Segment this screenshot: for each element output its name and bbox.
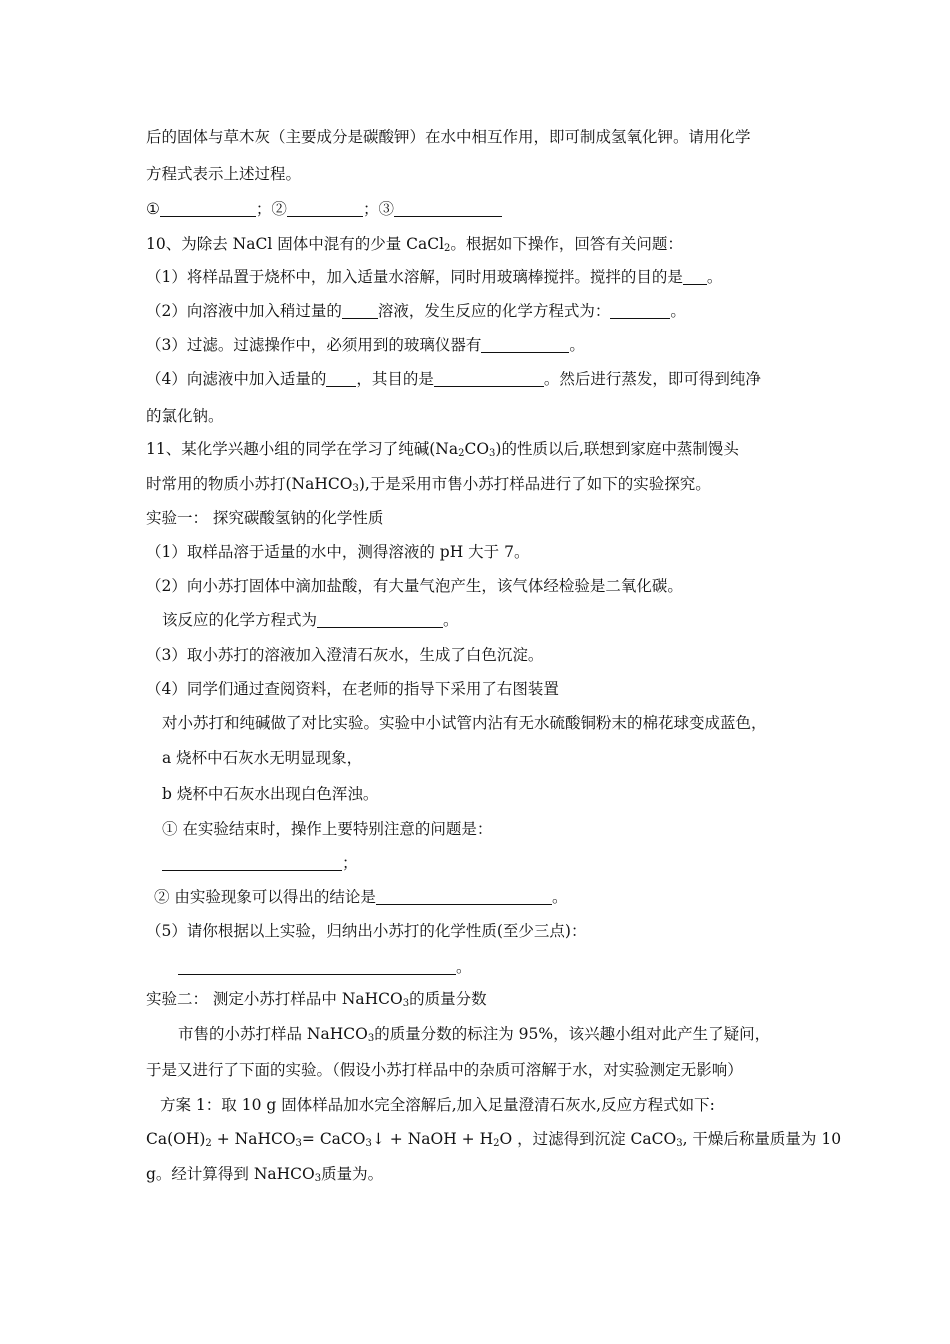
subscript: 3 bbox=[676, 1138, 683, 1149]
text: Ca(OH) bbox=[146, 1130, 206, 1148]
answer-blank-2[interactable] bbox=[287, 200, 363, 217]
exp1-step-2 bbox=[146, 575, 890, 597]
exp1-step-5-answer bbox=[178, 956, 890, 978]
text: 方案 1：取 10 g 固体样品加水完全溶解后,加入足量澄清石灰水,反应方程式如下: bbox=[160, 1096, 715, 1114]
text: （4）向滤液中加入适量的 bbox=[146, 370, 327, 388]
text: 。 bbox=[456, 958, 472, 976]
text: 。根据如下操作，回答有关问题： bbox=[450, 235, 683, 253]
text: ↓ + NaOH + H bbox=[371, 1130, 494, 1148]
text: = CaCO bbox=[301, 1130, 366, 1148]
answer-blank[interactable] bbox=[162, 854, 342, 871]
exp1-step-2-equation bbox=[162, 609, 890, 631]
text: 市售的小苏打样品 NaHCO bbox=[178, 1025, 368, 1043]
exp1-question-2 bbox=[154, 886, 890, 908]
text: ，其目的是 bbox=[356, 370, 434, 388]
text: 。然后进行蒸发，即可得到纯净 bbox=[543, 370, 761, 388]
text: O ，过滤得到沉淀 CaCO bbox=[499, 1130, 677, 1148]
exp2-para-2 bbox=[146, 1059, 890, 1081]
text: 的氯化钠。 bbox=[146, 407, 224, 425]
text: ； bbox=[342, 854, 358, 872]
text: 。 bbox=[670, 302, 686, 320]
q10-intro bbox=[146, 233, 890, 255]
text: 实验二： 测定小苏打样品中 NaHCO bbox=[146, 990, 403, 1008]
text: 溶液，发生反应的化学方程式为： bbox=[377, 302, 611, 320]
subscript: 3 bbox=[314, 1173, 322, 1184]
exp1-step-3 bbox=[146, 644, 890, 666]
circled-number: ② bbox=[271, 200, 287, 218]
text: CO bbox=[464, 440, 490, 458]
text: （3）过滤。过滤操作中，必须用到的玻璃仪器有 bbox=[146, 336, 482, 354]
separator: ； bbox=[362, 200, 379, 218]
text: 实验一： 探究碳酸氢钠的化学性质 bbox=[146, 509, 384, 527]
answer-blank-1[interactable] bbox=[160, 200, 256, 217]
circled-number: ③ bbox=[378, 200, 394, 218]
text: ① 在实验结束时，操作上要特别注意的问题是： bbox=[162, 820, 493, 838]
text: （5）请你根据以上实验，归纳出小苏打的化学性质(至少三点)： bbox=[146, 922, 587, 940]
text: 对小苏打和纯碱做了对比实验。实验中小试管内沾有无水硫酸铜粉末的棉花球变成蓝色， bbox=[162, 714, 767, 732]
text: （2）向小苏打固体中滴加盐酸，有大量气泡产生，该气体经检验是二氧化碳。 bbox=[146, 577, 683, 595]
text: + NaHCO bbox=[211, 1130, 296, 1148]
answer-blank[interactable] bbox=[317, 611, 443, 628]
answer-blank[interactable] bbox=[326, 370, 356, 387]
exp2-equation bbox=[146, 1128, 890, 1150]
text: , 干燥后称量质量为 10 bbox=[682, 1130, 842, 1148]
experiment-2-title bbox=[146, 988, 890, 1010]
circled-number: ① bbox=[146, 200, 160, 218]
text: 11、某化学兴趣小组的同学在学习了纯碱(Na bbox=[146, 440, 459, 458]
text: b 烧杯中石灰水出现白色浑浊。 bbox=[162, 785, 379, 803]
text: ),于是采用市售小苏打样品进行了如下的实验探究。 bbox=[358, 475, 711, 493]
q11-intro-2 bbox=[146, 473, 890, 495]
text: 该反应的化学方程式为 bbox=[162, 611, 318, 629]
text: （1）将样品置于烧杯中，加入适量水溶解，同时用玻璃棒搅拌。搅拌的目的是 bbox=[146, 268, 683, 286]
exp1-step-5 bbox=[146, 920, 890, 942]
q11-intro-1 bbox=[146, 438, 890, 460]
separator: ； bbox=[255, 200, 272, 218]
text: 。 bbox=[706, 268, 723, 286]
answer-blank[interactable] bbox=[481, 336, 569, 353]
text: 时常用的物质小苏打(NaHCO bbox=[146, 475, 353, 493]
subscript: 2 bbox=[444, 243, 451, 254]
subscript: 2 bbox=[493, 1138, 500, 1149]
exp2-plan-1 bbox=[160, 1094, 890, 1116]
exp1-step-4-a bbox=[162, 747, 890, 769]
exp1-question-1 bbox=[162, 818, 890, 840]
text: （1）取样品溶于适量的水中，测得溶液的 pH 大于 7。 bbox=[146, 543, 530, 561]
text: a 烧杯中石灰水无明显现象， bbox=[162, 749, 363, 767]
subscript: 3 bbox=[352, 483, 359, 494]
text: 的质量分数的标注为 95%，该兴趣小组对此产生了疑问， bbox=[374, 1025, 771, 1043]
experiment-1-title bbox=[146, 507, 890, 529]
exp1-step-4-cont bbox=[162, 712, 930, 734]
text: （3）取小苏打的溶液加入澄清石灰水，生成了白色沉淀。 bbox=[146, 646, 544, 664]
exp1-step-4-b bbox=[162, 783, 890, 805]
answer-blank[interactable] bbox=[342, 302, 378, 319]
answer-blank[interactable] bbox=[376, 888, 552, 905]
text: 10、为除去 NaCl 固体中混有的少量 CaCl bbox=[146, 235, 445, 253]
text: （4）同学们通过查阅资料，在老师的指导下采用了右图装置 bbox=[146, 680, 559, 698]
q9-line-2 bbox=[146, 163, 890, 185]
text: 方程式表示上述过程。 bbox=[146, 165, 302, 183]
exp2-para-1 bbox=[178, 1023, 890, 1045]
text: )的性质以后,联想到家庭中蒸制馒头 bbox=[495, 440, 739, 458]
q10-part-3 bbox=[146, 334, 890, 356]
text: 质量为。 bbox=[321, 1165, 384, 1183]
answer-blank-3[interactable] bbox=[394, 200, 502, 217]
subscript: 3 bbox=[402, 998, 410, 1009]
q9-answer-blanks bbox=[146, 198, 890, 220]
text: 。 bbox=[443, 611, 459, 629]
exp1-step-4 bbox=[146, 678, 890, 700]
subscript: 3 bbox=[489, 448, 496, 459]
subscript: 3 bbox=[365, 1138, 372, 1149]
exp1-step-1 bbox=[146, 541, 890, 563]
subscript: 3 bbox=[295, 1138, 302, 1149]
answer-blank[interactable] bbox=[683, 268, 707, 285]
text: 。 bbox=[551, 888, 568, 906]
subscript: 2 bbox=[205, 1138, 212, 1149]
subscript: 2 bbox=[458, 448, 465, 459]
answer-blank[interactable] bbox=[610, 302, 670, 319]
answer-blank[interactable] bbox=[178, 958, 456, 975]
text: 。 bbox=[569, 336, 585, 354]
exp2-result bbox=[146, 1163, 890, 1185]
answer-blank[interactable] bbox=[434, 370, 544, 387]
q10-part-2 bbox=[146, 300, 890, 322]
text: 于是又进行了下面的实验。（假设小苏打样品中的杂质可溶解于水，对实验测定无影响） bbox=[146, 1061, 743, 1079]
text: ② 由实验现象可以得出的结论是 bbox=[154, 888, 376, 906]
text: 的质量分数 bbox=[409, 990, 487, 1008]
subscript: 3 bbox=[367, 1033, 375, 1044]
q10-part-4 bbox=[146, 368, 890, 390]
text: 后的固体与草木灰（主要成分是碳酸钾）在水中相互作用，即可制成氢氧化钾。请用化学 bbox=[146, 128, 751, 146]
text: （2）向溶液中加入稍过量的 bbox=[146, 302, 342, 320]
exp1-question-1-answer bbox=[162, 852, 890, 874]
text: g。经计算得到 NaHCO bbox=[146, 1165, 315, 1183]
q10-part-1 bbox=[146, 266, 890, 288]
q10-part-4-cont bbox=[146, 405, 890, 427]
q9-line-1 bbox=[146, 126, 890, 148]
